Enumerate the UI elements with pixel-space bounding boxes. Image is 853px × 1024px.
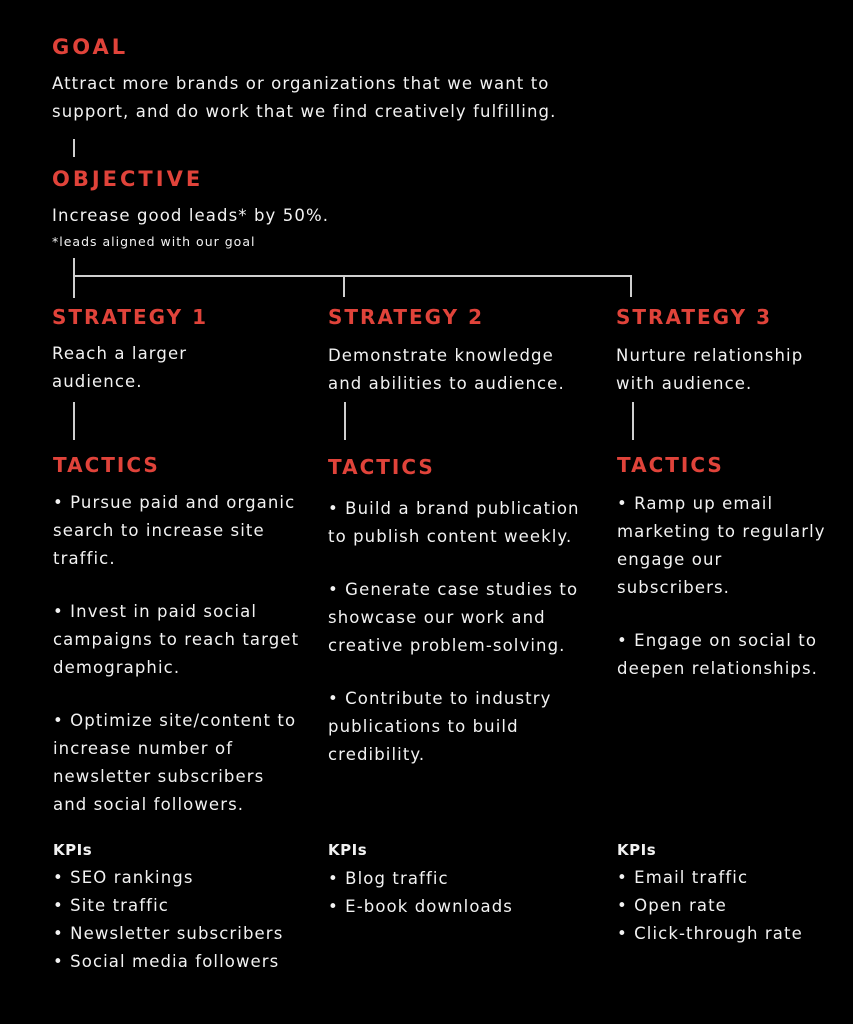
objective-footnote: *leads aligned with our goal: [52, 234, 256, 249]
strategy-1-kpi-heading: KPIs: [53, 841, 93, 859]
strategy-1-tactics: [53, 489, 323, 844]
tactic-item: • Build a brand publication to publish content weekly.: [328, 499, 580, 546]
objective-text: Increase good leads* by 50%.: [52, 206, 330, 225]
connector-line: [73, 402, 75, 440]
tactic-item: • Generate case studies to showcase our work and creative problem-solving.: [328, 580, 579, 655]
kpi-item: • Open rate: [617, 896, 727, 915]
strategy-1-tactics-heading: TACTICS: [53, 453, 160, 477]
strategy-2-description: Demonstrate knowledge and abilities to audience.: [328, 346, 565, 393]
objective-heading: OBJECTIVE: [52, 167, 204, 191]
goal-line: support, and do work that we find creatively fulfilling.: [52, 102, 557, 121]
strategy-1-heading: STRATEGY 1: [52, 305, 209, 329]
strategy-3-tactics: [617, 490, 849, 708]
connector-line: [73, 139, 75, 157]
kpi-item: • Email traffic: [617, 868, 749, 887]
goal-line: Attract more brands or organizations that we want to: [52, 74, 550, 93]
strategy-2-tactics: [328, 495, 598, 794]
connector-line: [343, 275, 345, 297]
kpi-item: • Blog traffic: [328, 869, 449, 888]
tactic-item: • Invest in paid social campaigns to reach target demographic.: [53, 602, 300, 677]
connector-line: [630, 275, 632, 297]
strategy-3-kpis: [617, 864, 803, 948]
tactic-item: • Pursue paid and organic search to increase site traffic.: [53, 493, 296, 568]
tactic-item: • Optimize site/content to increase number of newsletter subscribers and social followers.: [53, 711, 297, 814]
connector-line: [73, 275, 631, 277]
strategy-3-description: Nurture relationship with audience.: [616, 346, 804, 393]
strategy-1-description: Reach a larger audience.: [52, 344, 188, 391]
strategy-2-kpis: [328, 865, 513, 921]
connector-line: [632, 402, 634, 440]
kpi-item: • Newsletter subscribers: [53, 924, 284, 943]
kpi-item: • Click-through rate: [617, 924, 803, 943]
strategy-2-kpi-heading: KPIs: [328, 841, 368, 859]
strategy-2-tactics-heading: TACTICS: [328, 455, 435, 479]
kpi-item: • E-book downloads: [328, 897, 514, 916]
tactic-item: • Contribute to industry publications to build credibility.: [328, 689, 552, 764]
goal-heading: GOAL: [52, 35, 129, 59]
connector-line: [344, 402, 346, 440]
strategy-1-kpis: [53, 864, 283, 976]
strategy-2-heading: STRATEGY 2: [328, 305, 485, 329]
strategy-3-tactics-heading: TACTICS: [617, 453, 724, 477]
kpi-item: • Social media followers: [53, 952, 280, 971]
connector-line: [73, 258, 75, 298]
kpi-item: • SEO rankings: [53, 868, 194, 887]
goal-text: [52, 70, 556, 126]
strategy-3-kpi-heading: KPIs: [617, 841, 657, 859]
tactic-item: • Ramp up email marketing to regularly engage our subscribers.: [617, 494, 826, 597]
kpi-item: • Site traffic: [53, 896, 169, 915]
strategy-3-heading: STRATEGY 3: [616, 305, 773, 329]
tactic-item: • Engage on social to deepen relationships.: [617, 631, 819, 678]
